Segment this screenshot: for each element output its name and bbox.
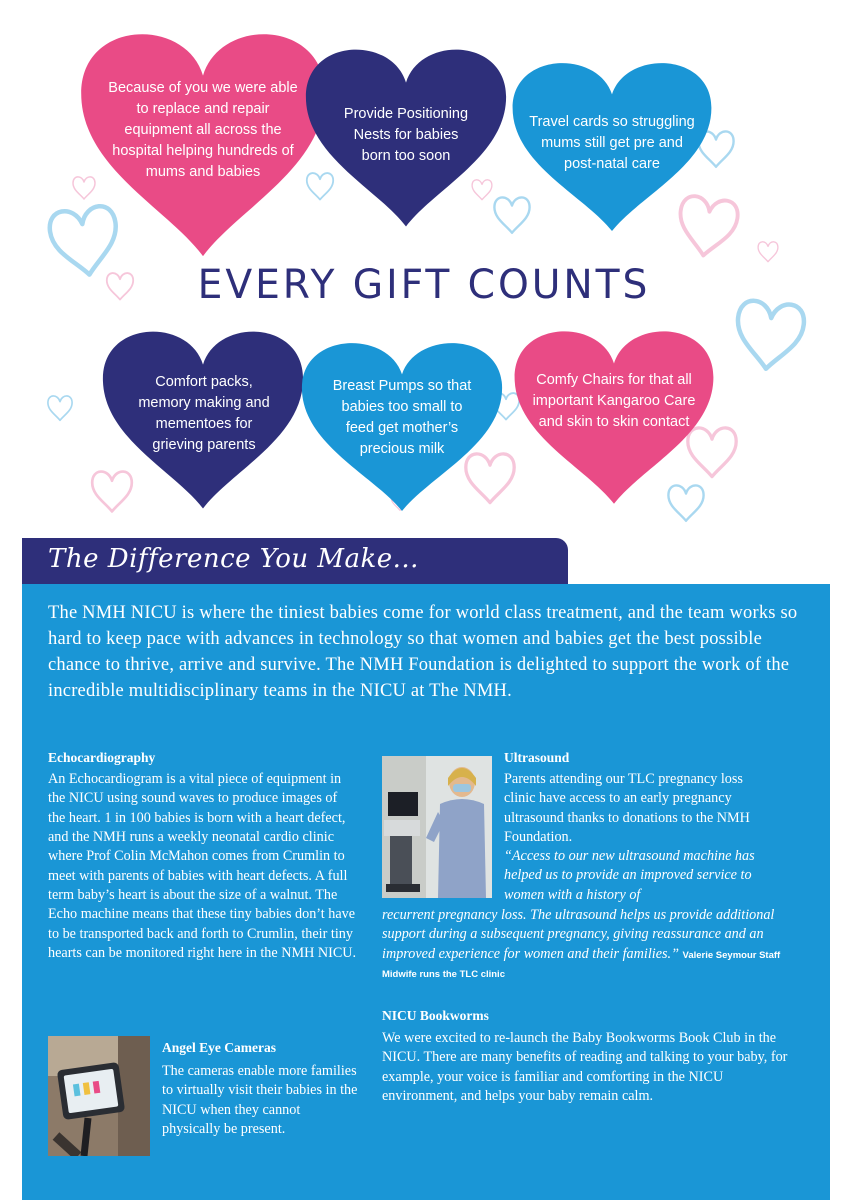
outline-heart-icon [688, 428, 736, 477]
intro-paragraph: The NMH NICU is where the tiniest babies come for world class treatment, and the team works so hard to keep pace with advances in technology so that women and babies get the best possible chance to thrive, arrive and survive. The NMH Foundation is delighted to support the work of the incredible multidisciplinary teams in the NICU at The NMH. [48, 603, 798, 702]
echo-body: An Echocardiogram is a vital piece of equipment in the NICU using sound waves to produce images of the heart. 1 in 100 babies is born with a heart defect, and the NMH runs a weekly neonatal cardio clinic where Prof Colin McMahon comes from Crumlin to meet with parents of babies with heart defects. A full term baby’s heart is about the size of a walnut. The Echo machine means that these tiny babies don’t have to be transported back and forth to Crumlin, their tiny hearts can be monitored right here in the NMH NICU. [48, 771, 357, 961]
ultrasound-midwife-photo [382, 756, 492, 898]
angel-heading: Angel Eye Cameras [162, 1040, 276, 1055]
heart-text-equipment: Because of you we were able to replace and repair equipment all across the hospital helping hundreds of mums and babies [108, 80, 298, 181]
heart-text-breast-pumps: Breast Pumps so that babies too small to feed get mother’s precious milk [332, 378, 472, 458]
bookworms-body: We were excited to re-launch the Baby Bookworms Book Club in the NICU. There are many benefits of reading and talking to your baby, for example, your voice is familiar and comforting in the NICU environment, and helps your baby remain calm. [382, 1030, 788, 1104]
ultrasound-body: Parents attending our TLC pregnancy loss clinic have access to an early pregnancy ultrasound thanks to donations to the NMH Foundation. [504, 771, 750, 845]
angel-body: The cameras enable more families to virtually visit their babies in the NICU when they cannot physically be present. [162, 1063, 358, 1137]
outline-heart-icon [758, 242, 778, 262]
outline-heart-icon [92, 472, 132, 512]
heart-text-travel-cards: Travel cards so struggling mums still get pre and post-natal care [529, 114, 695, 173]
outline-heart-icon [466, 454, 514, 503]
ultrasound-quote-part1: “Access to our new ultrasound machine has helped us to provide an improved service to women with a history of [504, 848, 755, 903]
outline-heart-icon [733, 299, 806, 372]
outline-heart-icon [73, 177, 95, 199]
bookworms-heading: NICU Bookworms [382, 1008, 489, 1023]
heart-text-comfy-chairs: Comfy Chairs for that all important Kangaroo Care and skin to skin contact [532, 372, 696, 431]
outline-heart-icon [307, 173, 333, 200]
echo-heading: Echocardiography [48, 750, 156, 765]
outline-heart-icon [675, 195, 740, 260]
heart-text-comfort-packs: Comfort packs, memory making and mementoes for grieving parents [138, 374, 270, 454]
heart-text-nests: Provide Positioning Nests for babies born too soon [343, 106, 469, 165]
outline-heart-icon [48, 396, 72, 420]
outline-heart-icon [668, 485, 703, 520]
ultrasound-quote-part2-block [382, 906, 782, 983]
page-title: EVERY GIFT COUNTS [197, 262, 651, 308]
info-panel [22, 584, 830, 1200]
ultrasound-quote-part2: recurrent pregnancy loss. The ultrasound helps us provide additional support during a subsequent pregnancy, giving reassurance and an improved experience for women and their families.” [382, 907, 775, 962]
quote-attribution: Valerie Seymour Staff Midwife runs the TLC clinic [382, 949, 781, 980]
ultrasound-heading: Ultrasound [504, 750, 570, 765]
outline-heart-icon [472, 180, 492, 200]
outline-heart-icon [494, 197, 529, 232]
section-banner [22, 538, 568, 584]
banner-title: The Difference You Make... [48, 544, 419, 574]
angel-eye-camera-photo [48, 1036, 150, 1156]
